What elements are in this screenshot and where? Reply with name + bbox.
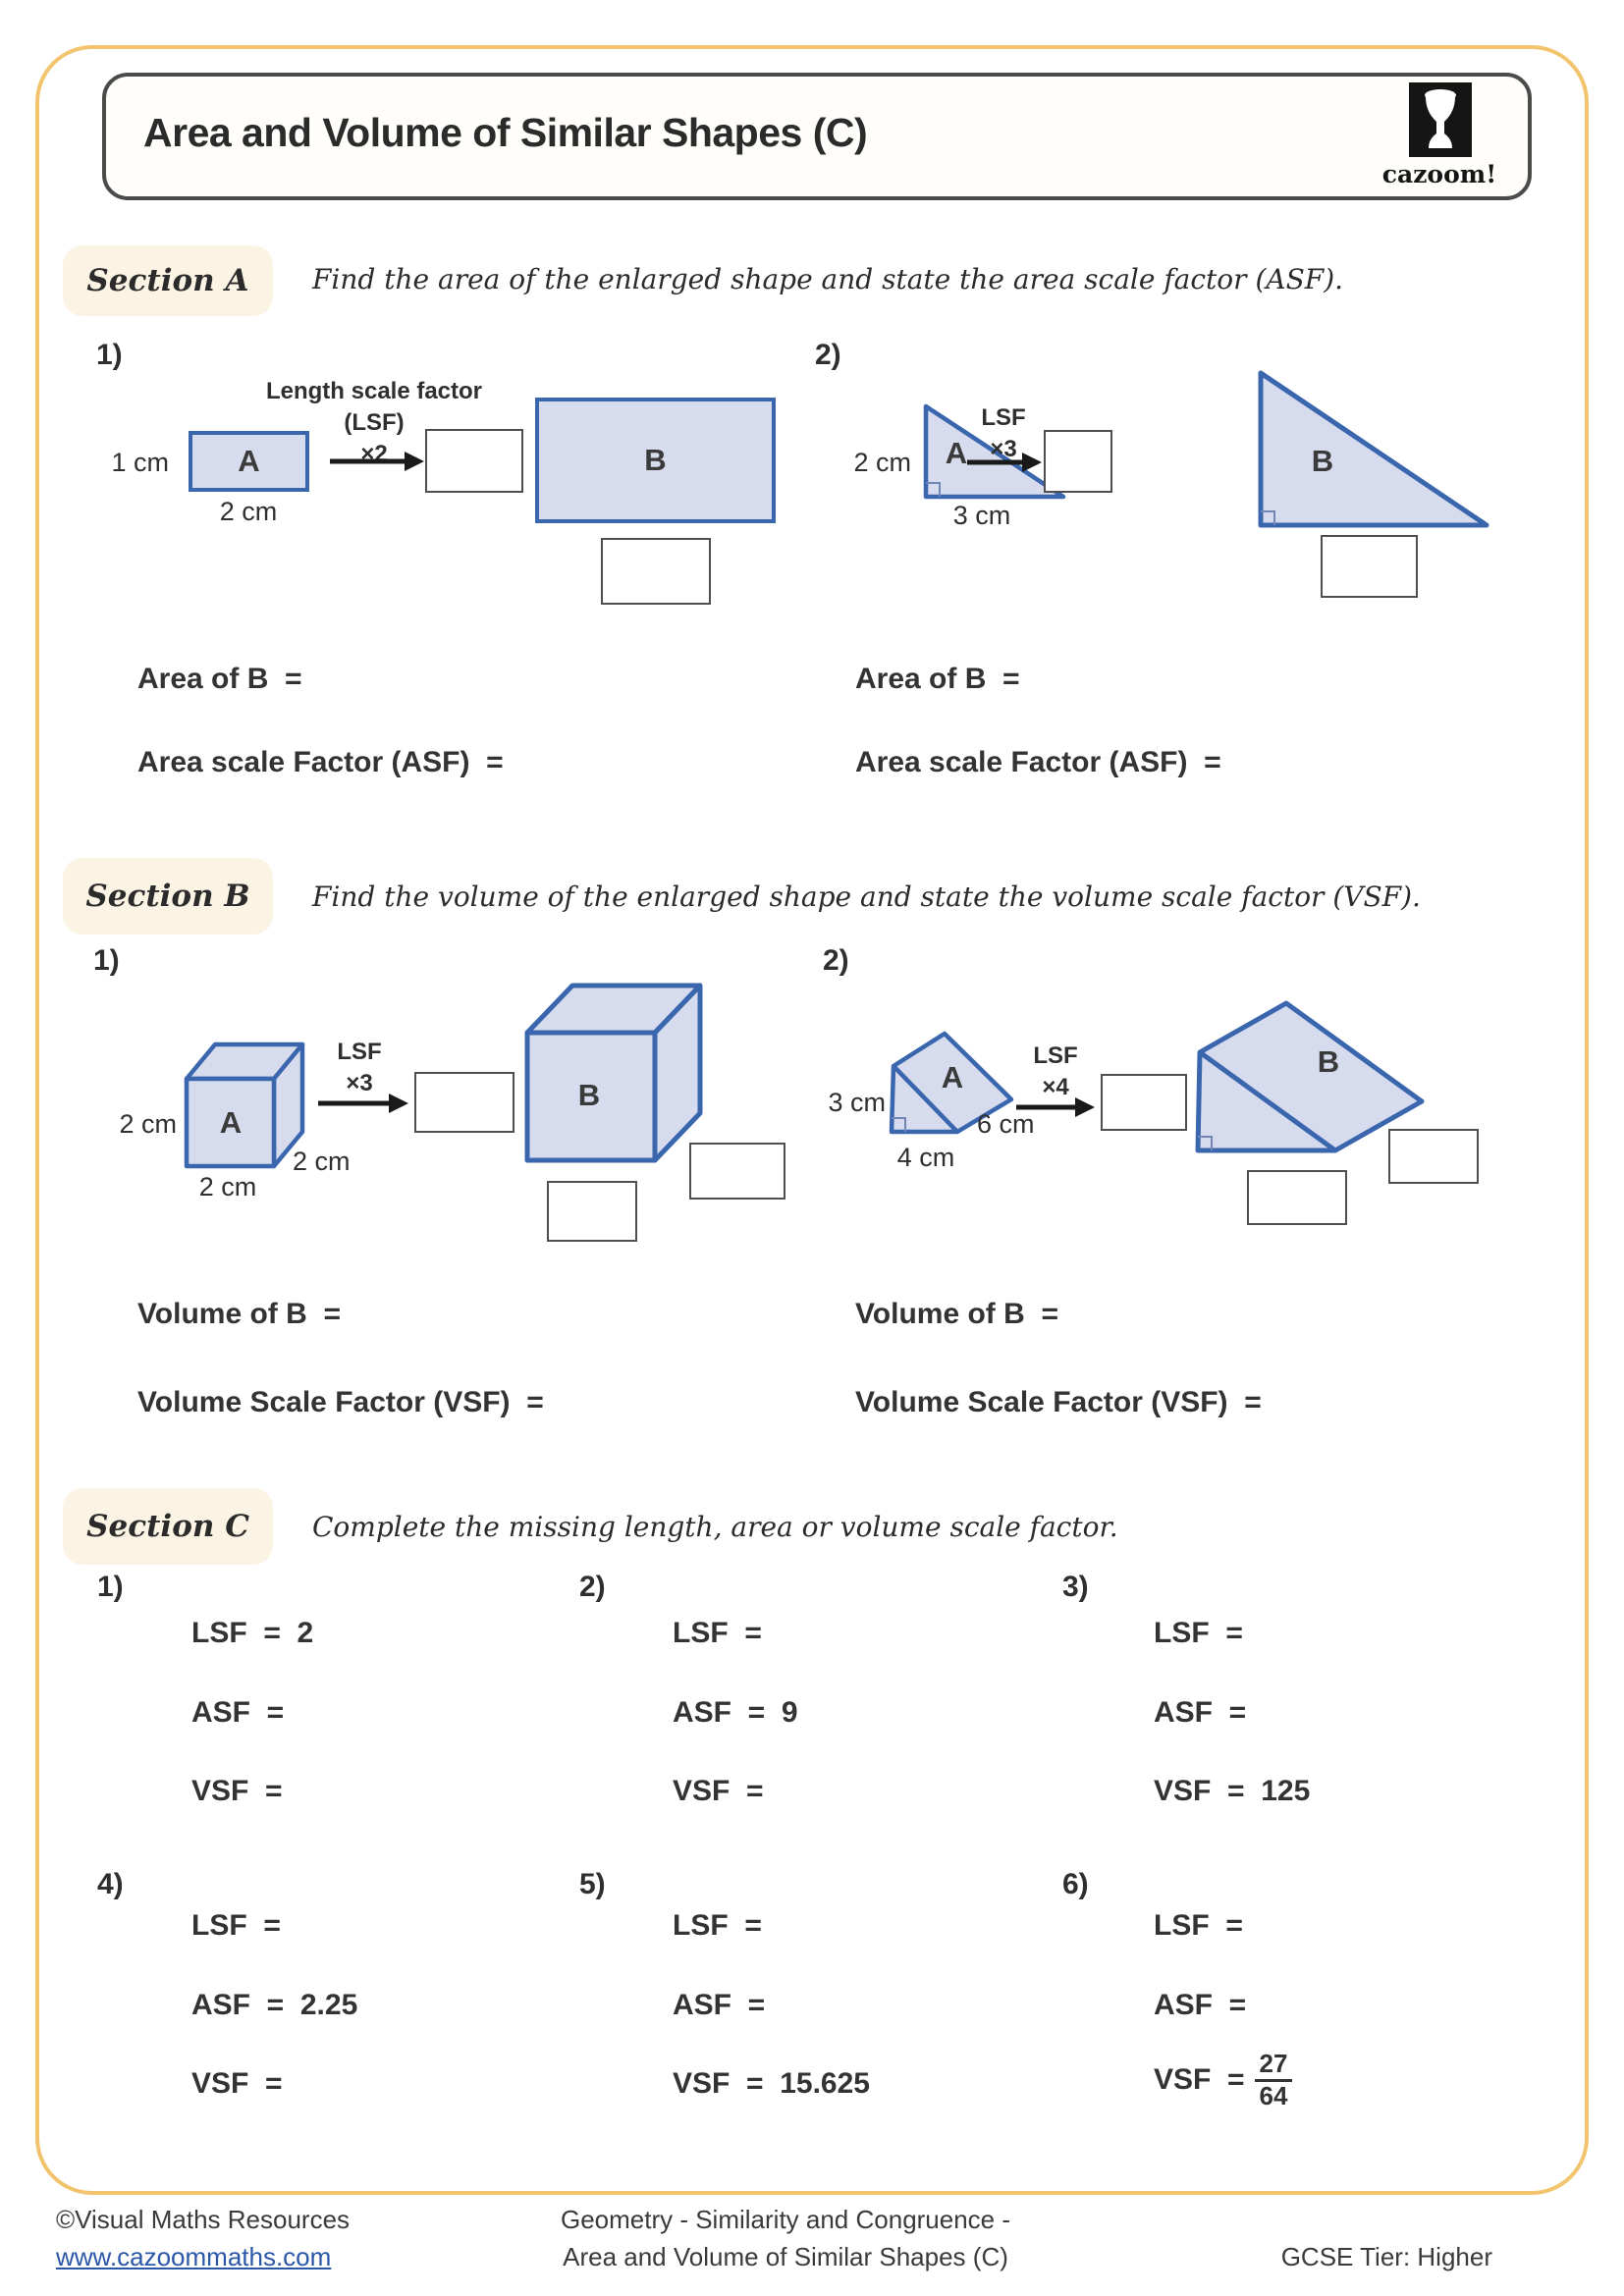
dim-label-left: 3 cm (828, 1088, 886, 1117)
section-c-item-4 (191, 1909, 515, 2155)
section-c-instruction: Complete the missing length, area or volume scale factor. (312, 1511, 1118, 1543)
asf-row: ASF = (1154, 1989, 1247, 2021)
answer-box[interactable] (1388, 1129, 1479, 1184)
arrow-right-icon (965, 448, 1044, 477)
question-number: 1) (93, 944, 120, 977)
dim-label-bottom: 2 cm (219, 497, 278, 526)
section-a-capsule (63, 245, 273, 316)
shape-b-cube (523, 982, 710, 1168)
dim-label-bottom: 3 cm (952, 501, 1011, 530)
lsf-row: LSF = (1154, 1617, 1243, 1649)
footer-topic-line2: Area and Volume of Similar Shapes (C) (563, 2242, 1008, 2271)
answer-box[interactable] (689, 1143, 785, 1200)
lsf-row: LSF = (1154, 1909, 1243, 1942)
section-c-item-6 (1154, 1909, 1478, 2155)
lsf-caption-line2: (LSF) (344, 409, 405, 436)
answer-box[interactable] (1101, 1074, 1187, 1131)
vsf-row: VSF = 15.625 (673, 2067, 870, 2100)
lsf-caption-line1: Length scale factor (265, 378, 483, 404)
answer-box[interactable] (1044, 430, 1112, 493)
dim-label-left: 2 cm (853, 448, 911, 477)
vsf-label: Volume Scale Factor (VSF) = (137, 1386, 544, 1418)
dim-label-bottom: 2 cm (198, 1172, 257, 1201)
volume-of-b-label: Volume of B = (855, 1298, 1058, 1330)
shape-b-letter: B (1311, 444, 1334, 478)
asf-row: ASF = 2.25 (191, 1989, 358, 2021)
vsf-row (1154, 2050, 1292, 2111)
vsf-row: VSF = (191, 1775, 283, 1807)
asf-label: Area scale Factor (ASF) = (137, 746, 504, 778)
lsf-caption-line1: LSF (981, 404, 1026, 431)
answer-box[interactable] (425, 429, 523, 493)
vsf-row: VSF = (673, 1775, 764, 1807)
arrow-right-icon (1014, 1093, 1097, 1122)
section-c-label: Section C (86, 1509, 249, 1544)
footer-copyright: ©Visual Maths Resources (56, 2205, 351, 2234)
cazoom-logo (1409, 82, 1472, 157)
answer-box[interactable] (547, 1181, 637, 1242)
lsf-row: LSF = (191, 1909, 281, 1942)
lsf-caption-line2: ×3 (346, 1070, 373, 1096)
asf-row: ASF = (1154, 1696, 1247, 1729)
lsf-caption-line1: LSF (337, 1039, 382, 1065)
section-b-capsule (63, 858, 273, 934)
question-number: 6) (1062, 1868, 1089, 1900)
shape-a-letter: A (219, 1105, 243, 1140)
section-a-label: Section A (86, 263, 249, 298)
shape-b-triangle (1257, 368, 1492, 531)
answer-box[interactable] (601, 538, 711, 605)
arrow-right-icon (328, 447, 426, 476)
shape-a-letter: A (945, 436, 968, 470)
dim-label-left: 2 cm (119, 1109, 177, 1139)
shape-b-rectangle (535, 398, 776, 523)
shape-b-letter: B (1317, 1044, 1340, 1079)
lsf-row: LSF = (673, 1909, 762, 1942)
answer-box[interactable] (1247, 1170, 1347, 1225)
section-b-instruction: Find the volume of the enlarged shape and state the volume scale factor (VSF). (312, 881, 1421, 913)
lsf-caption-line1: LSF (1033, 1042, 1078, 1069)
section-b-label: Section B (85, 879, 250, 914)
lsf-row: LSF = 2 (191, 1617, 314, 1649)
shape-a-rectangle (189, 431, 309, 492)
lsf-caption-line2: ×4 (1042, 1074, 1069, 1100)
lsf-caption-line2: ×3 (990, 436, 1017, 462)
asf-row: ASF = (191, 1696, 285, 1729)
answer-box[interactable] (414, 1072, 514, 1133)
section-c-item-3 (1154, 1617, 1478, 1862)
asf-label: Area scale Factor (ASF) = (855, 746, 1221, 778)
footer-tier: GCSE Tier: Higher (1280, 2242, 1492, 2271)
shape-a-letter: A (238, 444, 260, 478)
dim-label-bottom: 4 cm (896, 1143, 955, 1172)
vsf-row: VSF = (191, 2067, 283, 2100)
drum-icon (1409, 82, 1472, 157)
dim-label-depth: 2 cm (293, 1147, 351, 1176)
area-of-b-label: Area of B = (137, 663, 302, 695)
vsf-row: VSF = 125 (1154, 1775, 1311, 1807)
shape-b-letter: B (577, 1078, 601, 1112)
question-number: 4) (97, 1868, 124, 1900)
logo-text: cazoom! (1381, 160, 1497, 188)
vsf-label: Volume Scale Factor (VSF) = (855, 1386, 1262, 1418)
dim-label-depth: 6 cm (977, 1109, 1035, 1139)
vsf-label: VSF = (1154, 2063, 1245, 2097)
lsf-row: LSF = (673, 1617, 762, 1649)
question-number: 1) (97, 1571, 124, 1603)
question-number: 5) (579, 1868, 606, 1900)
volume-of-b-label: Volume of B = (137, 1298, 341, 1330)
fraction-numerator: 27 (1255, 2050, 1293, 2082)
asf-row: ASF = (673, 1989, 766, 2021)
page-title: Area and Volume of Similar Shapes (C) (143, 110, 868, 155)
footer-topic-line1: Geometry - Similarity and Congruence - (560, 2205, 1011, 2234)
section-c-item-2 (673, 1617, 997, 1862)
fraction-denominator: 64 (1259, 2080, 1288, 2110)
question-number: 2) (823, 944, 849, 977)
question-number: 3) (1062, 1571, 1089, 1603)
question-number: 1) (96, 339, 123, 371)
answer-box[interactable] (1321, 535, 1418, 598)
shape-a-letter: A (941, 1060, 964, 1095)
section-c-item-1 (191, 1617, 515, 1862)
footer-link[interactable]: www.cazoommaths.com (56, 2242, 332, 2271)
question-number: 2) (579, 1571, 606, 1603)
area-of-b-label: Area of B = (855, 663, 1020, 695)
arrow-right-icon (316, 1089, 410, 1118)
lsf-caption-line3: ×2 (360, 441, 388, 467)
shape-b-letter: B (644, 443, 667, 477)
question-number: 2) (815, 339, 841, 371)
section-a-instruction: Find the area of the enlarged shape and state the area scale factor (ASF). (312, 263, 1344, 295)
vsf-fraction (1255, 2050, 1293, 2111)
asf-row: ASF = 9 (673, 1696, 798, 1729)
section-c-capsule (63, 1488, 273, 1565)
section-c-item-5 (673, 1909, 997, 2155)
dim-label-left: 1 cm (111, 448, 169, 477)
